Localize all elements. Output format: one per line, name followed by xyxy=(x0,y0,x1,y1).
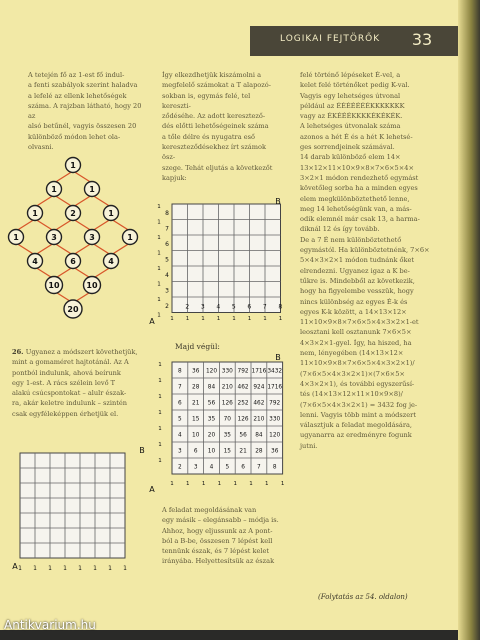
col3-line: (7×6×5×4×3×2×1)×(7×6×5× xyxy=(300,369,405,378)
col3-line: odik elemnél már csak 13, a harma- xyxy=(300,215,420,224)
col3-line: De a 7 É nem különböztethető xyxy=(300,235,402,244)
grid-cell-value: 792 xyxy=(237,368,249,375)
triangle-node-value: 4 xyxy=(108,257,114,266)
col1-line: A tetején fő az 1-est fő indul- xyxy=(28,71,125,79)
grid-edge-value: 1 xyxy=(158,442,162,448)
grid-cell-value: 3 xyxy=(193,464,198,471)
grid-edge-value: 1 xyxy=(157,204,161,210)
triangle-node-value: 3 xyxy=(89,233,95,242)
arrow-line xyxy=(54,219,73,231)
arrow-line xyxy=(92,243,111,255)
grid-edge-value: 1 xyxy=(157,312,161,319)
grid-edge-value: 1 xyxy=(157,297,161,303)
col3-line: (7×6×5×4×3×2×1) = 3432 fog je- xyxy=(300,400,418,409)
grid-cell-value: 330 xyxy=(221,368,233,375)
arrow-line xyxy=(73,219,92,231)
grid-cell-value: 15 xyxy=(192,416,200,423)
grid-edge-value: 1 xyxy=(123,565,127,572)
grid-cell-value: 28 xyxy=(192,384,200,391)
arrow-line xyxy=(35,219,54,231)
grid-bottom-value: 2 xyxy=(185,303,190,311)
grid-edge-value: 1 xyxy=(158,378,162,384)
col2b-line: irányába. Helyettesítsük az észak xyxy=(162,557,275,566)
grid-cell-value: 8 xyxy=(272,464,277,471)
arrow-line xyxy=(92,219,111,231)
grid-cell-value: 7 xyxy=(178,384,182,391)
corner-b-label: B xyxy=(139,446,145,455)
grid-cell-value: 3432 xyxy=(267,368,283,375)
col3-line: 4×3×2×1-gyel. Így, ha hiszed, ha xyxy=(300,338,412,347)
arrow-line xyxy=(35,195,54,207)
col3-line: követőleg sorba ha a minden egyes xyxy=(300,184,418,193)
grid-cell-value: 2 xyxy=(178,464,182,471)
column-3-text xyxy=(300,70,450,451)
col3-line: 4×3×2×1), és további egyszerűsí- xyxy=(300,379,415,388)
col1b-line: csak egyféleképpen érhetjük el. xyxy=(12,409,119,418)
col2b-line: A feladat megoldásának van xyxy=(162,506,257,514)
col3-line: 14 darab különböző elem 14× xyxy=(300,153,401,162)
col1-line: alsó betűnél, vagyis összesen 20 xyxy=(28,122,137,131)
col2-line: megfelelő számokat a T alapozó- xyxy=(162,81,271,90)
grid-left-value: 3 xyxy=(165,287,169,295)
arrow-line xyxy=(92,195,111,207)
grid-cell-value: 5 xyxy=(225,464,230,471)
grid-cell-value: 56 xyxy=(207,400,216,407)
grid-edge-value: 1 xyxy=(157,250,161,257)
grid-left-value: 7 xyxy=(165,225,169,233)
grid-edge-value: 1 xyxy=(157,266,161,272)
grid-edge-value: 1 xyxy=(265,481,269,487)
corner-a-label: A xyxy=(12,562,18,571)
grid-left-value: 5 xyxy=(165,256,169,264)
grid-cell-value: 462 xyxy=(237,384,249,391)
grid-cell-value: 1716 xyxy=(267,384,283,391)
triangle-node-value: 1 xyxy=(32,209,38,218)
arrow-line xyxy=(73,171,92,183)
grid-edge-value: 1 xyxy=(185,316,190,322)
col1b-line: alakú csúcspontokat – alulr észak- xyxy=(12,389,127,398)
grid-edge-value: 1 xyxy=(201,316,205,322)
problem-26-text xyxy=(12,347,140,419)
grid-edge-value: 1 xyxy=(233,481,237,487)
grid-cell-value: 4 xyxy=(178,432,182,439)
triangle-node-value: 1 xyxy=(89,185,95,194)
triangle-node-value: 1 xyxy=(13,233,19,242)
triangle-node-value: 3 xyxy=(51,233,57,242)
page-number: 33 xyxy=(411,30,433,49)
col3-line: tés (14×13×12×11×10×9×8)/ xyxy=(300,390,403,399)
grid-bottom-value: 4 xyxy=(216,303,221,311)
triangle-node-value: 1 xyxy=(51,185,57,194)
grid-cell-value: 5 xyxy=(178,416,182,423)
col1-line: száma. A rajzban látható, hogy 20 az xyxy=(28,101,142,121)
col3-line: jutni. xyxy=(300,441,318,450)
col3-line: egymástól. Ha különböztetnénk, 7×6× xyxy=(300,246,430,255)
col3-line: ugyanarra az eredményre fogunk xyxy=(300,431,412,440)
grid-edge-value: 1 xyxy=(78,565,82,572)
col3-line: 11×10×9×8×7×6×5×4×3×2×1-et xyxy=(300,318,419,327)
section-title: LOGIKAI FEJTÖRŐK xyxy=(280,34,381,44)
col3-line: 13×12×11×10×9×8×7×6×5×4× xyxy=(300,163,414,172)
triangle-node-value: 1 xyxy=(127,233,133,242)
final-grid xyxy=(148,352,288,498)
alternative-solution-text xyxy=(162,505,284,567)
grid-cell-value: 10 xyxy=(207,448,216,455)
grid-cell-value: 36 xyxy=(271,448,279,455)
grid-edge-value: 1 xyxy=(263,316,267,322)
grid-bottom-value: 5 xyxy=(231,303,236,311)
col2-line: dés előtti lehetőségeinek száma xyxy=(162,122,269,131)
col3-line: vagy az ÉKÉÉÉKKKKÉKÉKÉK. xyxy=(300,112,403,121)
grid-cell-value: 21 xyxy=(192,400,200,407)
col2-line: a tőle délre és nyugatra eső xyxy=(162,132,255,141)
grid-bottom-value: 8 xyxy=(278,303,283,311)
arrow-line xyxy=(54,195,73,207)
col1b-line: pontból indulunk, ahová beírunk xyxy=(12,368,121,377)
grid-cell-value: 36 xyxy=(192,368,200,375)
col2b-line: tennünk észak, és 7 lépést kelet xyxy=(162,547,270,556)
grid-cell-value: 6 xyxy=(193,448,198,455)
grid-cell-value: 924 xyxy=(253,384,265,391)
grid-edge-value: 1 xyxy=(201,481,206,487)
grid-cell-value: 84 xyxy=(207,384,216,391)
arrow-line xyxy=(111,243,130,255)
grid-cell-value: 10 xyxy=(192,432,200,439)
grid-cell-value: 35 xyxy=(223,432,231,439)
col2-line: szege. Tehát eljutás a következőt xyxy=(162,163,273,172)
grid-edge-value: 1 xyxy=(216,316,221,322)
col2-line: ződéséhe. Az adott keresztező- xyxy=(162,112,266,121)
col3-line: felé történő lépéseket É-vel, a xyxy=(300,71,401,79)
grid-edge-value: 1 xyxy=(158,426,162,432)
grid-edge-value: 1 xyxy=(63,565,67,572)
grid-edge-value: 1 xyxy=(157,235,161,241)
column-2-text xyxy=(162,70,280,183)
arrow-line xyxy=(111,219,130,231)
col3-line: 3×2×1 módon rendezhető egymást xyxy=(300,173,419,182)
problem-number: 26. xyxy=(12,348,26,356)
grid-edge-value: 1 xyxy=(217,481,222,487)
corner-b-label: B xyxy=(275,353,281,362)
corner-a-label: A xyxy=(149,485,155,494)
col2b-line: ból a B-be, összesen 7 lépést kell xyxy=(162,536,273,545)
col3-line: azonos a hét É és a hét K lehetsé- xyxy=(300,132,413,141)
triangle-arrows xyxy=(16,171,130,303)
grid-cell-value: 3 xyxy=(178,448,182,455)
col1-line: olvasni. xyxy=(28,143,54,152)
arrow-line xyxy=(16,243,35,255)
col3-line: A lehetséges útvonalak száma xyxy=(300,122,401,131)
arrow-line xyxy=(73,243,92,255)
col1-line: a lefelé az ellenk lehetőségek xyxy=(28,91,127,100)
grid-cell-value: 1716 xyxy=(251,368,267,375)
grid-edge-value: 1 xyxy=(18,565,22,572)
grid-lines xyxy=(172,204,281,313)
grid-edge-value: 1 xyxy=(158,458,162,464)
col1-line: különböző módon lehet ola- xyxy=(28,132,121,141)
col3-line: diknál 12 és így tovább. xyxy=(300,225,380,234)
triangle-node-value: 20 xyxy=(67,305,79,314)
grid-cell-value: 7 xyxy=(257,464,261,471)
grid-edge-value: 1 xyxy=(93,565,97,572)
grid-cell-value: 8 xyxy=(178,368,182,375)
triangle-node-value: 4 xyxy=(32,257,38,266)
col3-line: nem, lényegében (14×13×12× xyxy=(300,349,404,358)
col3-line: 5×4×3×2×1 módon tudnánk őket xyxy=(300,256,415,265)
col3-line: ges sorrendjeinek számával. xyxy=(300,143,395,152)
continuation-note: (Folytatás az 54. oldalon) xyxy=(318,593,408,601)
arrow-line xyxy=(54,243,73,255)
grid-edge-value: 1 xyxy=(186,481,190,487)
grid-edge-value: 1 xyxy=(158,410,162,416)
grid-cell-value: 84 xyxy=(255,432,263,439)
col2-line: kapjuk: xyxy=(162,173,187,182)
corner-b-label: B xyxy=(275,197,281,206)
grid-left-value: 6 xyxy=(165,241,169,248)
empty-grid xyxy=(12,445,147,575)
col3-line: nincs különbség az egyes É-k és xyxy=(300,297,408,306)
grid-cell-value: 15 xyxy=(223,448,231,455)
col1-line: a fenti szabályok szerint haladva xyxy=(28,81,138,90)
grid-edge-value: 1 xyxy=(280,481,285,487)
grid-cell-value: 792 xyxy=(269,400,281,407)
col2b-line: Ahhoz, hogy eljussunk az A pont- xyxy=(162,526,273,535)
corner-a-label: A xyxy=(149,317,155,326)
grid-cell-value: 6 xyxy=(241,464,245,471)
col3-line: elrendezni. Ugyanez igaz a K be- xyxy=(300,266,410,275)
col3-line: meg 14 lehetőségünk van, a más- xyxy=(300,204,412,213)
grid-cell-value: 126 xyxy=(237,416,249,423)
grid-edge-value: 1 xyxy=(157,219,161,226)
grid-cell-value: 56 xyxy=(239,432,247,439)
grid-lines xyxy=(20,453,125,558)
grid-edge-value: 1 xyxy=(158,362,162,368)
arrow-line xyxy=(35,243,54,255)
grid-cell-value: 252 xyxy=(237,400,249,407)
grid-bottom-value: 3 xyxy=(200,303,205,311)
col3-line: például az ÉÉÉÉÉÉÉKKKKKKK xyxy=(300,101,405,110)
col2b-line: egy másik – elegánsabb – módja is. xyxy=(162,516,279,525)
col3-line: egyes K-k között, a 14×13×12× xyxy=(300,307,407,316)
col3-line: választjuk a feladat megoldására, xyxy=(300,421,412,430)
grid-cell-value: 20 xyxy=(207,432,216,439)
grid-edge-value: 1 xyxy=(158,394,162,400)
grid-cell-value: 4 xyxy=(209,464,214,471)
col2-line: kereszteződésekhez írt számok ösz- xyxy=(162,143,266,162)
col3-line: 11×10×9×8×7×6×5×4×3×2×1)/ xyxy=(300,359,415,368)
grid-edge-value: 1 xyxy=(170,316,174,322)
grid-bottom-value: 7 xyxy=(262,303,267,311)
col3-line: hogy ha figyelembe vesszük, hogy xyxy=(300,287,414,296)
grid-cell-value: 70 xyxy=(223,416,231,423)
triangle-node-value: 2 xyxy=(70,209,76,218)
grid-cell-value: 120 xyxy=(269,432,281,439)
col1b-line: egy 1-est. A rács szélein levő T xyxy=(12,378,116,387)
grid-cell-value: 28 xyxy=(255,448,263,455)
triangle-node-value: 1 xyxy=(108,209,114,218)
grid-edge-value: 1 xyxy=(232,316,236,322)
grid-edge-value: 1 xyxy=(108,565,112,572)
triangle-node-value: 10 xyxy=(86,281,98,290)
grid-cell-value: 462 xyxy=(253,400,265,407)
grid-edge-value: 1 xyxy=(249,481,253,487)
grid-edge-value: 1 xyxy=(48,565,52,572)
col2-line: Így elkezdhetjük kiszámolni a xyxy=(162,71,262,79)
grid-left-value: 8 xyxy=(165,210,169,217)
triangle-node-value: 6 xyxy=(70,257,76,266)
grid-bottom-value: 6 xyxy=(247,303,252,311)
col3-line: kelet felé történőket pedig K-val. xyxy=(300,81,410,90)
grid-edge-value: 1 xyxy=(33,565,37,572)
col3-line: lenni. Vagyis több mint a módszert xyxy=(300,410,416,419)
grid-cell-value: 6 xyxy=(178,400,182,407)
col1b-line: ra, akár keletre indulunk – szintén xyxy=(12,399,128,408)
grid-edge-value: 1 xyxy=(157,281,161,288)
grid-edge-value: 1 xyxy=(247,316,252,322)
grid-cell-value: 35 xyxy=(207,416,216,423)
arrow-line xyxy=(73,195,92,207)
grid-edge-value: 1 xyxy=(278,316,283,322)
caption-majd-vegul: Majd végül: xyxy=(175,342,220,351)
grid-cell-value: 126 xyxy=(221,400,233,407)
grid-left-value: 2 xyxy=(165,303,169,310)
grid-cell-value: 21 xyxy=(239,448,247,455)
grid-cell-value: 210 xyxy=(253,416,265,423)
grid-cell-value: 210 xyxy=(221,384,233,391)
partial-grid xyxy=(148,196,288,326)
col3-line: Vagyis egy lehetséges útvonal xyxy=(300,91,401,100)
grid-edge-value: 1 xyxy=(170,481,174,487)
triangle-node-value: 10 xyxy=(48,281,60,290)
triangle-node-value: 1 xyxy=(70,161,76,170)
watermark: Antikvarium.hu xyxy=(4,618,96,632)
col1b-line: mint a gomaméret hajtotánál. Az A xyxy=(12,358,129,367)
grid-left-value: 4 xyxy=(165,272,169,279)
arrow-line xyxy=(54,171,73,183)
col3-line: tűkre is. Mindebből az következik, xyxy=(300,276,415,285)
arrow-line xyxy=(16,219,35,231)
col2-line: sokban is, egymás felé, tel kereszti- xyxy=(162,91,251,110)
grid-cell-value: 330 xyxy=(269,416,281,423)
col3-line: leosztani kell osztanunk 7×6×5× xyxy=(300,328,412,337)
col1b-line: 26. Ugyanez a módszert követhetjük, xyxy=(12,348,138,356)
col3-line: elem megkülönböztethető lenne, xyxy=(300,194,410,203)
grid-cell-value: 120 xyxy=(205,368,218,375)
